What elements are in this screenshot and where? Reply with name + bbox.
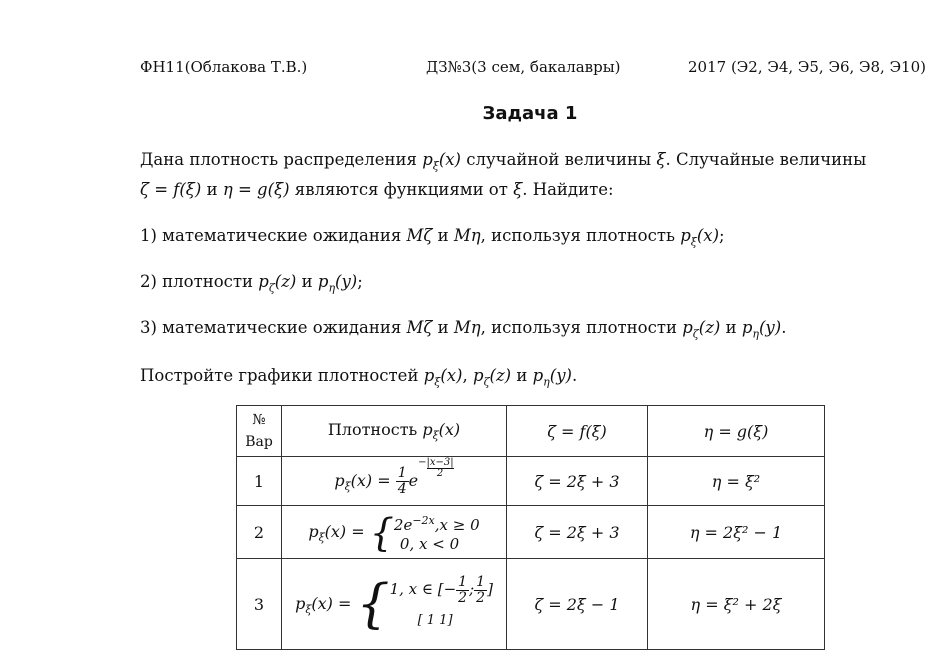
density-formula: $p_\xi(x) = \{2e^{-2x},x \ge 0$ 0, x < 0 — [282, 506, 507, 559]
density-formula: $p_\xi(x)$ = $\frac{1}{4}$ e− $\frac{|x-3|}{2}$ — [282, 457, 507, 506]
header-variant-number: № Вар — [237, 406, 282, 457]
header-eta: η = g(ξ) — [648, 406, 825, 457]
variants-table — [236, 405, 825, 650]
variant-number: 2 — [237, 506, 282, 559]
density-formula: $p_\xi(x) = \{1$, x ∈ [− $\frac{1}{2}$ ; $\frac{1}{2}$ ] [ 1 1] — [282, 559, 507, 650]
variant-number: 3 — [237, 559, 282, 650]
zeta-function: ζ = 2ξ + 3 — [507, 506, 648, 559]
task-item-3: 3) математические ожидания Mζ и Mη, используя плотности $p_\zeta(z)$ и $p_\eta(y)$. — [140, 318, 787, 341]
table-row — [237, 506, 825, 559]
table-header-row — [237, 406, 825, 457]
table-row — [237, 559, 825, 650]
document-header — [140, 58, 926, 80]
eta-function: η = ξ² + 2ξ — [648, 559, 825, 650]
problem-title: Задача 1 — [482, 103, 578, 124]
variant-number: 1 — [237, 457, 282, 506]
intro-line-2: ζ = f(ξ) и η = g(ξ) являются функциями от ξ. Найдите: — [140, 180, 614, 199]
header-density: Плотность $p_\xi(x)$ — [282, 406, 507, 457]
header-year-groups: 2017 (Э2, Э4, Э5, Э6, Э8, Э10) — [688, 58, 926, 76]
zeta-function: ζ = 2ξ + 3 — [507, 457, 648, 506]
plot-instruction: Постройте графики плотностей $p_\xi(x)$, $p_\zeta(z)$ и $p_\eta(y)$. — [140, 366, 578, 389]
table-row — [237, 457, 825, 506]
header-assignment: ДЗ№3(3 сем, бакалавры) — [426, 58, 621, 76]
task-item-2: 2) плотности $p_\zeta(z)$ и $p_\eta(y)$; — [140, 272, 363, 295]
task-item-1: 1) математические ожидания Mζ и Mη, используя плотность $p_\xi(x)$; — [140, 226, 725, 249]
eta-function: η = ξ² — [648, 457, 825, 506]
header-zeta: ζ = f(ξ) — [507, 406, 648, 457]
eta-function: η = 2ξ² − 1 — [648, 506, 825, 559]
header-author: ФН11(Облакова Т.В.) — [140, 58, 308, 76]
zeta-function: ζ = 2ξ − 1 — [507, 559, 648, 650]
intro-line-1: Дана плотность распределения $p_\xi(x)$ случайной величины ξ. Случайные величины — [140, 150, 867, 173]
